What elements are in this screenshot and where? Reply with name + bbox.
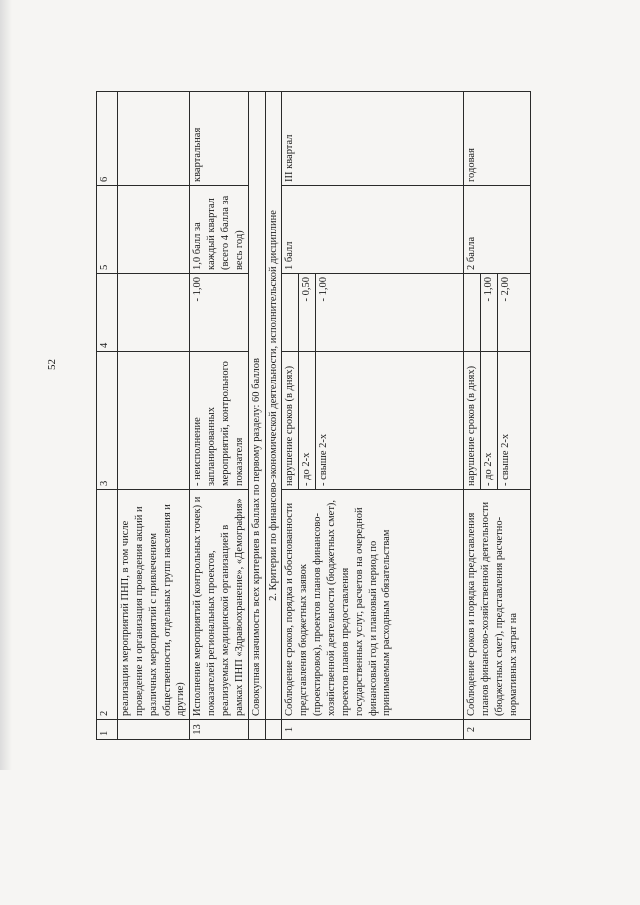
section-heading: 2. Критерии по финансово-экономической деятельности, исполнительской дисциплине (265, 92, 282, 720)
criteria-table (96, 91, 531, 740)
header-col-3: 3 (97, 352, 118, 490)
table-row-section-2 (265, 92, 282, 740)
criterion-text: Соблюдение сроков и порядка представления планов финансово-хозяйственной деятельности (бюджетных смет), представления расчетно-нормативных затрат на (464, 490, 531, 720)
criterion-text: Соблюдение сроков, порядка и обоснованности представления бюджетных заявок (проектировок), проектов планов финансово-хозяйственной деятельности (бюджетных смет), проектов планов предоставления государственных услуг, расчетов на очередной финансовый год и плановый период по принимаемым расходным обязательствам (282, 490, 464, 720)
table-row-13 (190, 92, 248, 740)
penalty-value: - 1,00 (481, 274, 498, 352)
period-text: III квартал (282, 92, 464, 186)
table-row-continuation (118, 92, 190, 740)
condition-text: - до 2-х (481, 352, 498, 490)
page-number: 52 (46, 359, 58, 370)
criterion-text: Исполнение мероприятий (контрольных точек) и показателей региональных проектов, реализуемых медицинской организацией в рамках ПНП «Здравоохранение», «Демография» (190, 490, 248, 720)
penalty-value: - 0,50 (299, 274, 316, 352)
total-score-text: Совокупная значимость всех критериев в баллах по первому разделу: 60 баллов (248, 92, 265, 720)
score-text: 1 балл (282, 186, 464, 274)
score-text: 1,0 балл за каждый квартал (всего 4 балла за весь год) (190, 186, 248, 274)
condition-text: - свыше 2-х (497, 352, 530, 490)
table-row-s2-1-header (282, 92, 299, 740)
header-col-2: 2 (97, 490, 118, 720)
period-text: квартальная (190, 92, 248, 186)
period-text: годовая (464, 92, 531, 186)
header-col-1: 1 (97, 720, 118, 740)
header-col-5: 5 (97, 186, 118, 274)
table-row-s2-2-header (464, 92, 481, 740)
condition-text: - неисполнение запланированных мероприятий, контрольного показателя (190, 352, 248, 490)
penalty-value: - 1,00 (190, 274, 248, 352)
rotated-page (96, 92, 624, 740)
score-text: 2 балла (464, 186, 531, 274)
header-row (97, 92, 118, 740)
penalty-value: - 1,00 (316, 274, 464, 352)
condition-text: - свыше 2-х (316, 352, 464, 490)
row-number: 13 (190, 720, 248, 740)
header-col-6: 6 (97, 92, 118, 186)
condition-header: нарушение сроков (в днях) (282, 352, 299, 490)
table-row-total (248, 92, 265, 740)
header-col-4: 4 (97, 274, 118, 352)
criterion-text: реализации мероприятий ПНП, в том числе проведение и организация проведения акций и различных мероприятий с привлечением общественности, отдельных групп населения и другие) (118, 490, 190, 720)
row-number: 2 (464, 720, 531, 740)
condition-text: - до 2-х (299, 352, 316, 490)
row-number: 1 (282, 720, 464, 740)
scan-edge-shadow (0, 0, 12, 770)
penalty-value: - 2,00 (497, 274, 530, 352)
condition-header: нарушение сроков (в днях) (464, 352, 481, 490)
